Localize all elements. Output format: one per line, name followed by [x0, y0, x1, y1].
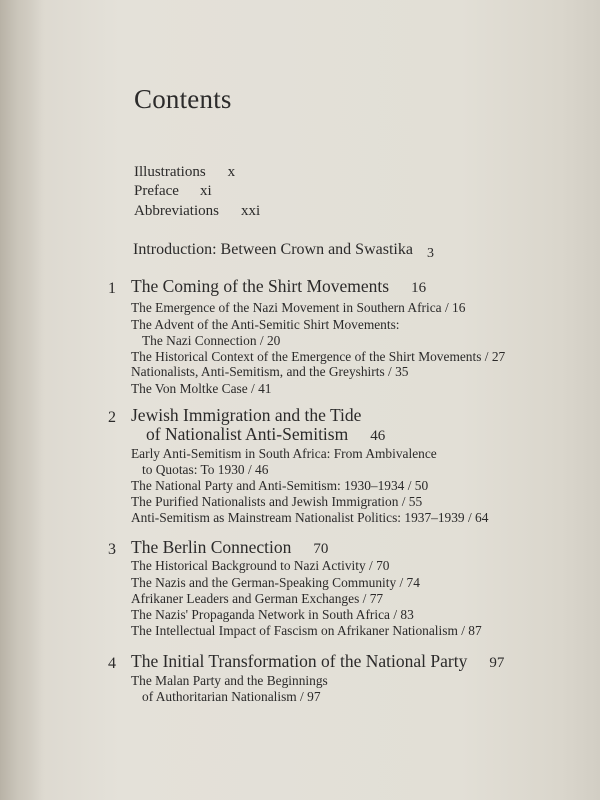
toc-section-entry: The Malan Party and the Beginnings	[131, 673, 328, 688]
toc-front-matter-illustrations	[134, 164, 235, 181]
toc-entry-page: 3	[426, 246, 434, 261]
toc-section-entry: The Advent of the Anti-Semitic Shirt Movements:	[131, 317, 400, 332]
chapter-number: 1	[108, 280, 116, 297]
toc-section-entry: The Nazis and the German-Speaking Community / 74	[131, 575, 420, 590]
toc-section-entry: The Historical Context of the Emergence of the Shirt Movements / 27	[131, 349, 506, 364]
toc-section-entry: Nationalists, Anti-Semitism, and the Greyshirts / 35	[131, 364, 409, 379]
toc-entry-page: x	[227, 164, 236, 180]
chapter-number: 2	[108, 409, 116, 426]
chapter-number: 4	[108, 655, 116, 672]
toc-section-entry: Early Anti-Semitism in South Africa: From Ambivalence	[131, 446, 437, 461]
toc-entry-title: Preface	[134, 183, 179, 199]
toc-entry-title: Abbreviations	[134, 203, 219, 219]
toc-section-entry: of Authoritarian Nationalism / 97	[142, 689, 321, 704]
toc-section-entry: The Nazis' Propaganda Network in South Africa / 83	[131, 607, 414, 622]
toc-section-entry: The Von Moltke Case / 41	[131, 381, 272, 396]
chapter-number: 3	[108, 541, 116, 558]
toc-section-entry: The Intellectual Impact of Fascism on Afrikaner Nationalism / 87	[131, 623, 482, 638]
chapter-title-line-1: Jewish Immigration and the Tide	[131, 405, 362, 425]
toc-section-entry: The Purified Nationalists and Jewish Immigration / 55	[131, 494, 423, 509]
toc-section-entry: Anti-Semitism as Mainstream Nationalist Politics: 1937–1939 / 64	[131, 510, 489, 525]
chapter-page: 70	[313, 541, 329, 557]
toc-section-entry: Afrikaner Leaders and German Exchanges / 77	[131, 591, 384, 606]
toc-entry-title: Introduction: Between Crown and Swastika	[133, 241, 413, 258]
chapter-page: 46	[370, 428, 386, 444]
chapter-title-line-2	[146, 424, 385, 445]
page-title: Contents	[134, 84, 232, 114]
toc-section-entry: The Historical Background to Nazi Activity / 70	[131, 558, 390, 573]
chapter-title-text: The Initial Transformation of the National Party	[131, 651, 468, 671]
toc-section-entry: The Nazi Connection / 20	[142, 333, 281, 348]
toc-entry-page: xxi	[240, 203, 261, 219]
toc-section-entry: The National Party and Anti-Semitism: 1930–1934 / 50	[131, 478, 429, 493]
toc-entry-title: Illustrations	[134, 164, 206, 180]
toc-section-entry: to Quotas: To 1930 / 46	[142, 462, 269, 477]
chapter-page: 16	[411, 280, 427, 296]
chapter-title	[131, 651, 504, 672]
toc-entry-page: xi	[199, 183, 212, 199]
toc-front-matter-abbreviations	[134, 203, 260, 220]
toc-front-matter-preface	[134, 183, 212, 200]
toc-introduction	[133, 241, 434, 259]
chapter-title-text: The Berlin Connection	[131, 537, 292, 557]
chapter-title	[131, 276, 426, 297]
chapter-title	[131, 537, 328, 558]
chapter-page: 97	[489, 655, 505, 671]
chapter-title-text: The Coming of the Shirt Movements	[131, 276, 390, 296]
toc-section-entry: The Emergence of the Nazi Movement in Southern Africa / 16	[131, 300, 466, 315]
chapter-title-text: of Nationalist Anti-Semitism	[146, 424, 349, 444]
